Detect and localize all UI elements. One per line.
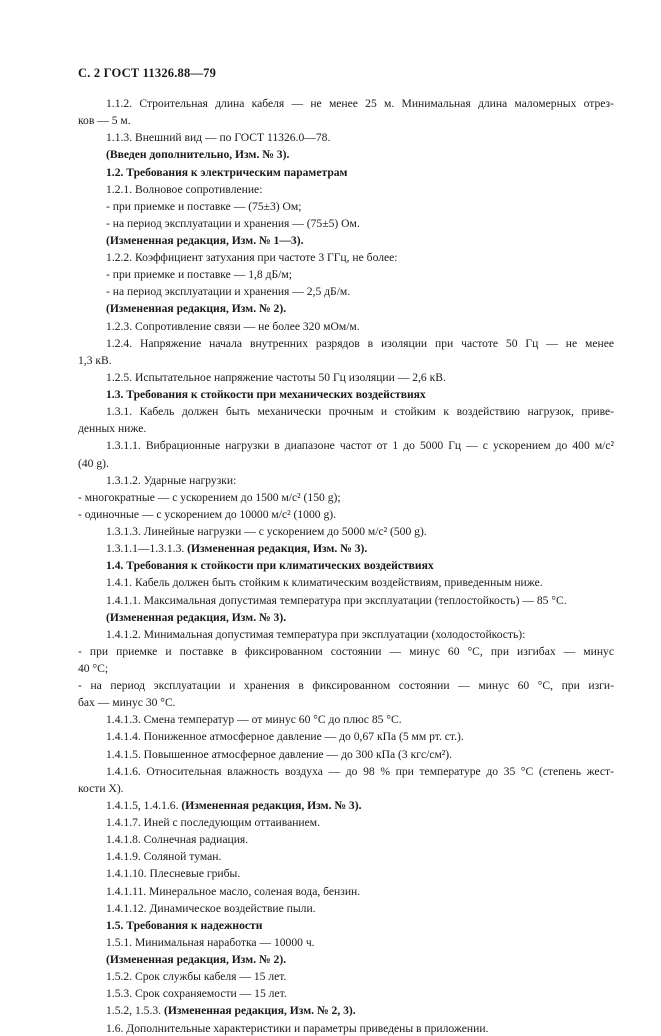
text-line-content: 1.5.3. Срок сохраняемости — 15 лет. <box>106 987 287 1001</box>
text-line <box>78 696 614 710</box>
text-line-content: 1.2.4. Напряжение начала внутренних разрядов в изоляции при частоте 50 Гц — не менее <box>106 336 614 350</box>
text-line-content: 1.2. Требования к электрическим параметрам <box>106 165 348 179</box>
text-line <box>106 816 614 830</box>
text-line <box>106 405 614 419</box>
text-line <box>106 337 614 351</box>
text-line <box>78 457 614 471</box>
text-line-content: бах — минус 30 °С. <box>78 696 176 710</box>
text-line <box>106 765 614 779</box>
text-line <box>106 713 614 727</box>
text-line <box>106 576 614 590</box>
text-line-content: - на период эксплуатации и хранения — 2,5 дБ/м. <box>106 285 351 299</box>
text-line-content: 1,3 кВ. <box>78 353 112 367</box>
text-line-content: 1.4.1.8. Солнечная радиация. <box>106 833 249 847</box>
text-line-content: 1.3. Требования к стойкости при механических воздействиях <box>106 388 426 401</box>
text-line <box>78 491 614 505</box>
text-line-content: денных ниже. <box>78 422 147 436</box>
text-line-content: 1.2.3. Сопротивление связи — не более 320 мОм/м. <box>106 319 360 333</box>
text-line-content: (Измененная редакция, Изм. № 2). <box>106 302 287 316</box>
page-header: С. 2 ГОСТ 11326.88—79 <box>78 66 217 80</box>
text-line <box>106 148 614 162</box>
text-line-content: - на период эксплуатации и хранения в фиксированном состоянии — минус 60 °С, при изги- <box>78 679 614 693</box>
text-line-content: 1.3.1.1. Вибрационные нагрузки в диапазоне частот от 1 до 5000 Гц — с ускорением до 400 м/с² <box>106 439 614 453</box>
text-line <box>106 542 614 556</box>
amendment-note: (Измененная редакция, Изм. № 3). <box>181 798 362 812</box>
text-line-content: 1.4.1.12. Динамическое воздействие пыли. <box>106 901 316 915</box>
text-line-content: 1.5.1. Минимальная наработка — 10000 ч. <box>106 935 315 949</box>
text-line-content: 1.4.1. Кабель должен быть стойким к климатическим воздействиям, приведенным ниже. <box>106 576 543 590</box>
text-line <box>78 422 614 436</box>
text-line-content: 1.4. Требования к стойкости при климатических воздействиях <box>106 559 434 573</box>
text-line <box>106 885 614 899</box>
text-line <box>106 388 614 402</box>
amendment-note: (Измененная редакция, Изм. № 3). <box>187 542 368 556</box>
text-line <box>106 559 614 573</box>
text-line-content: (Измененная редакция, Изм. № 2). <box>106 953 287 966</box>
text-line <box>78 645 614 659</box>
text-line <box>78 508 614 522</box>
text-line <box>106 200 614 214</box>
text-line-content: - на период эксплуатации и хранения — (75±5) Ом. <box>106 216 360 230</box>
text-line-content: 1.4.1.9. Соляной туман. <box>106 850 222 864</box>
text-line-content: - многократные — с ускорением до 1500 м/с² (150 g); <box>78 490 341 504</box>
text-line <box>106 1004 614 1018</box>
text-line <box>106 371 614 385</box>
text-line <box>106 1022 614 1036</box>
text-line-content: 1.5.2. Срок службы кабеля — 15 лет. <box>106 970 287 984</box>
text-line <box>78 354 614 368</box>
text-line <box>106 166 614 180</box>
text-line <box>106 730 614 744</box>
text-line <box>106 970 614 984</box>
text-line-content: 1.3.1. Кабель должен быть механически прочным и стойким к воздействию нагрузок, приве- <box>106 405 614 419</box>
text-line-content: ков — 5 м. <box>78 114 131 128</box>
text-line-content: 1.6. Дополнительные характеристики и параметры приведены в приложении. <box>106 1021 489 1035</box>
text-line-content: 1.4.1.5, 1.4.1.6. <box>106 798 179 812</box>
text-line <box>106 131 614 145</box>
text-line-content: 40 °С; <box>78 662 109 675</box>
text-line-content: (Введен дополнительно, Изм. № 3). <box>106 148 290 162</box>
text-line-content: (Измененная редакция, Изм. № 1—3). <box>106 234 304 247</box>
text-line-content: 1.4.1.11. Минеральное масло, соленая вода, бензин. <box>106 884 361 898</box>
text-line <box>106 850 614 864</box>
text-line <box>106 439 614 453</box>
text-line <box>106 525 614 539</box>
text-line-content: (40 g). <box>78 456 109 470</box>
text-line <box>106 234 614 248</box>
text-line-content: - при приемке и поставке в фиксированном состоянии — минус 60 °С, при изгибах — минус <box>78 644 614 658</box>
text-line <box>106 97 614 111</box>
text-line-content: - при приемке и поставке — (75±3) Ом; <box>106 199 302 213</box>
text-line <box>78 662 614 676</box>
text-line-content: кости X). <box>78 781 124 795</box>
text-line <box>106 594 614 608</box>
text-line-content: - одиночные — с ускорением до 10000 м/с² (1000 g). <box>78 507 337 521</box>
text-line <box>106 268 614 282</box>
text-line-content: 1.2.2. Коэффициент затухания при частоте 3 ГГц, не более: <box>106 251 398 265</box>
text-line <box>106 628 614 642</box>
text-line-content: 1.1.2. Строительная длина кабеля — не менее 25 м. Минимальная длина маломерных отрез- <box>106 97 614 110</box>
text-line <box>106 833 614 847</box>
text-line-content: 1.3.1.3. Линейные нагрузки — с ускорением до 5000 м/с² (500 g). <box>106 525 427 538</box>
text-line <box>106 799 614 813</box>
text-line-content: 1.4.1.2. Минимальная допустимая температура при эксплуатации (холодостойкость): <box>106 627 526 641</box>
text-line <box>106 611 614 625</box>
text-line-content: 1.5. Требования к надежности <box>106 918 263 932</box>
text-line <box>106 936 614 950</box>
text-line <box>106 953 614 967</box>
text-line-content: (Измененная редакция, Изм. № 3). <box>106 610 287 624</box>
text-line <box>106 748 614 762</box>
text-line <box>106 320 614 334</box>
text-line <box>106 474 614 488</box>
text-line-content: 1.1.3. Внешний вид — по ГОСТ 11326.0—78. <box>106 131 331 145</box>
text-line <box>106 867 614 881</box>
text-line <box>78 114 614 128</box>
text-line <box>106 987 614 1001</box>
text-line-content: 1.4.1.5. Повышенное атмосферное давление — до 300 кПа (3 кгс/см²). <box>106 747 453 761</box>
text-line-content: 1.4.1.6. Относительная влажность воздуха — до 98 % при температуре до 35 °С (степень жест- <box>106 764 614 778</box>
text-line-content: 1.4.1.7. Иней с последующим оттаиванием. <box>106 816 321 829</box>
amendment-note: (Измененная редакция, Изм. № 2, 3). <box>163 1004 356 1018</box>
text-line <box>106 302 614 316</box>
text-line-content: 1.4.1.3. Смена температур — от минус 60 °С до плюс 85 °С. <box>106 713 402 727</box>
text-line <box>106 902 614 916</box>
text-line-content: 1.4.1.1. Максимальная допустимая температура при эксплуатации (теплостойкость) — 85 °С. <box>106 593 567 607</box>
text-line <box>106 285 614 299</box>
text-line <box>78 782 614 796</box>
text-line <box>106 251 614 265</box>
text-line <box>106 217 614 231</box>
text-line-content: 1.4.1.4. Пониженное атмосферное давление — до 0,67 кПа (5 мм рт. ст.). <box>106 730 464 744</box>
text-line <box>78 679 614 693</box>
text-line <box>106 919 614 933</box>
text-line-content: 1.4.1.10. Плесневые грибы. <box>106 867 241 881</box>
text-line-content: 1.3.1.2. Ударные нагрузки: <box>106 473 237 487</box>
text-line <box>106 183 614 197</box>
text-line-content: 1.2.1. Волновое сопротивление: <box>106 182 263 196</box>
text-line-content: 1.3.1.1—1.3.1.3. <box>106 542 185 556</box>
text-line-content: 1.2.5. Испытательное напряжение частоты 50 Гц изоляции — 2,6 кВ. <box>106 370 446 384</box>
text-line-content: 1.5.2, 1.5.3. <box>106 1004 162 1018</box>
text-line-content: - при приемке и поставке — 1,8 дБ/м; <box>106 268 292 282</box>
